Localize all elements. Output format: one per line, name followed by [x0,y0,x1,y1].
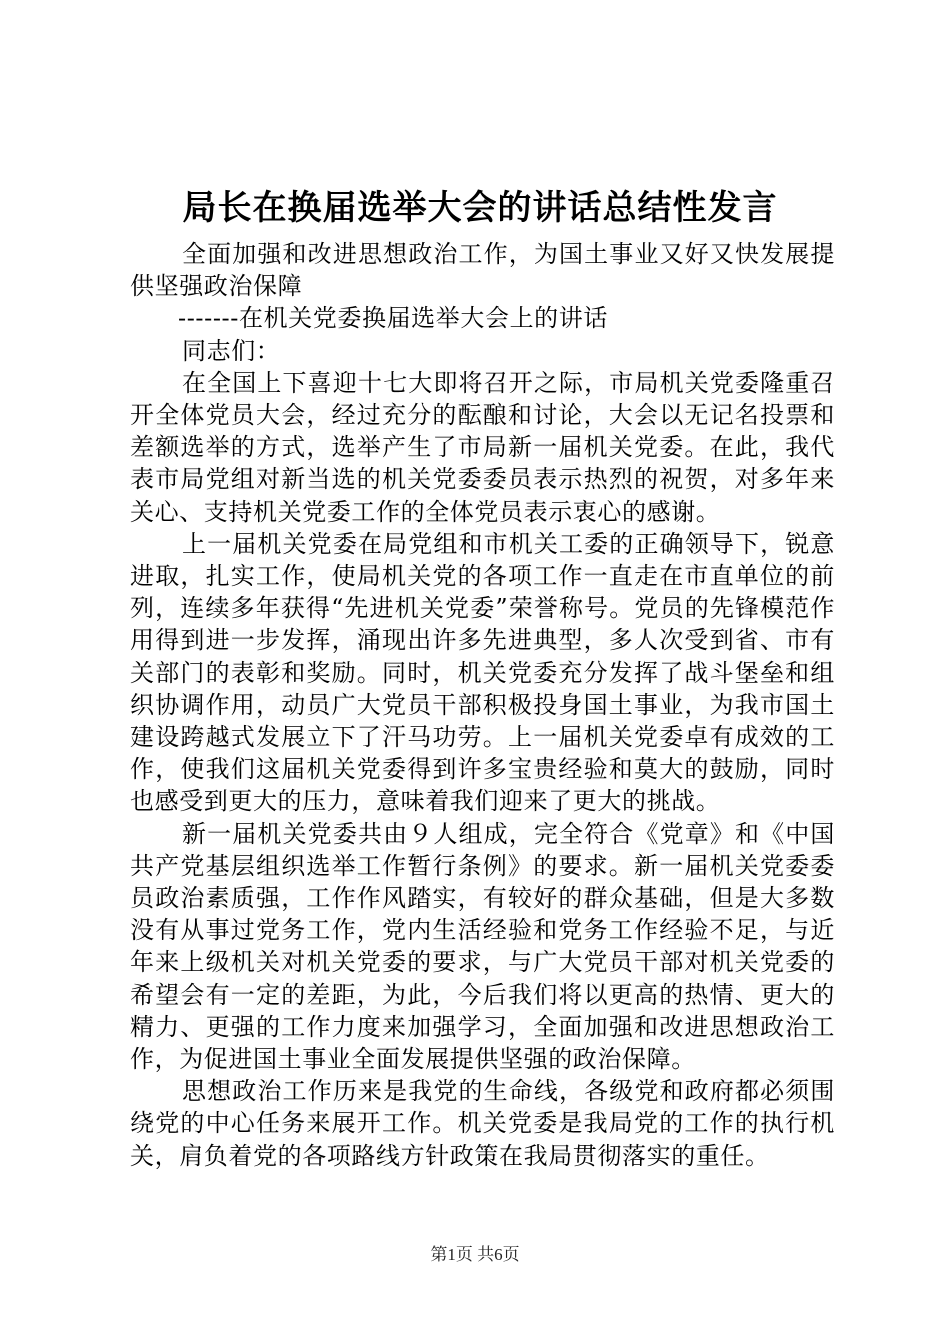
salutation: 同志们： [182,336,281,365]
document-title: 局长在换届选举大会的讲话总结性发言 [182,188,778,228]
body-paragraph: 上一届机关党委在局党组和市机关工委的正确领导下，锐意进取，扎实工作，使局机关党的各项工作一直走在市直单位的前列，连续多年获得“先进机关党委”荣誉称号。党员的先锋模范作用得到进一步发挥，涌现出许多先进典型，多人次受到省、市有关部门的表彰和奖励。同时，机关党委充分发挥了战斗堡垒和组织协调作用，动员广大党员干部积极投身国土事业，为我市国土建设跨越式发展立下了汗马功劳。上一届机关党委卓有成效的工作，使我们这届机关党委得到许多宝贵经验和莫大的鼓励，同时也感受到更大的压力，意味着我们迎来了更大的挑战。 [130,529,835,816]
document-body [130,238,835,1172]
speech-byline: -------在机关党委换届选举大会上的讲话 [178,304,608,333]
page-number-footer: 第1页 共6页 [430,1245,520,1264]
body-paragraph: 在全国上下喜迎十七大即将召开之际，市局机关党委隆重召开全体党员大会，经过充分的酝酿和讨论，大会以无记名投票和差额选举的方式，选举产生了市局新一届机关党委。在此，我代表市局党组对新当选的机关党委委员表示热烈的祝贺，对多年来关心、支持机关党委工作的全体党员表示衷心的感谢。 [130,368,835,526]
body-paragraph: 新一届机关党委共由９人组成，完全符合《党章》和《中国共产党基层组织选举工作暂行条例》的要求。新一届机关党委委员政治素质强，工作作风踏实，有较好的群众基础，但是大多数没有从事过党务工作，党内生活经验和党务工作经验不足，与近年来上级机关对机关党委的要求，与广大党员干部对机关党委的希望会有一定的差距，为此，今后我们将以更高的热情、更大的精力、更强的工作力度来加强学习，全面加强和改进思想政治工作，为促进国土事业全面发展提供坚强的政治保障。 [130,819,835,1074]
body-paragraph: 思想政治工作历来是我党的生命线，各级党和政府都必须围绕党的中心任务来展开工作。机关党委是我局党的工作的执行机关，肩负着党的各项路线方针政策在我局贯彻落实的重任。 [130,1077,835,1170]
speech-subtitle: 全面加强和改进思想政治工作，为国土事业又好又快发展提供坚强政治保障 [130,240,835,301]
